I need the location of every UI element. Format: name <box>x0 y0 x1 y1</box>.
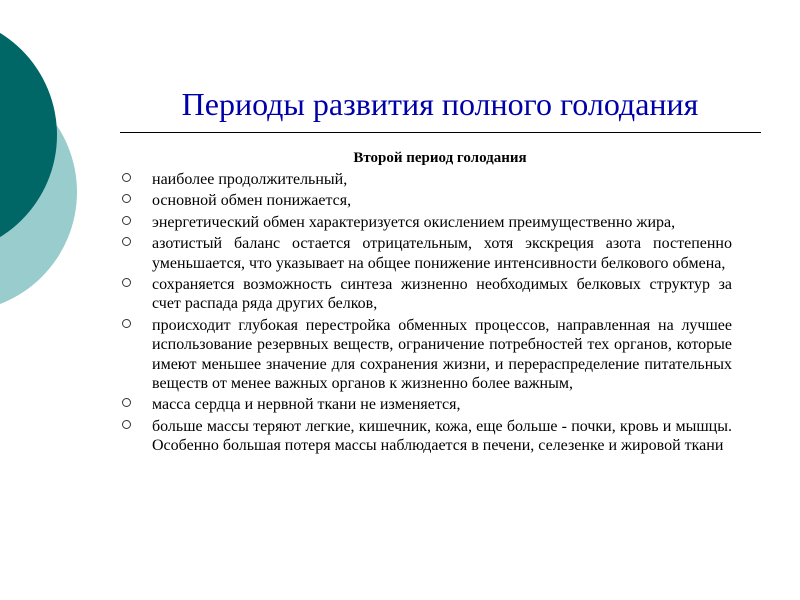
list-item <box>120 316 732 394</box>
bullet-text: происходит глубокая перестройка обменных процессов, направленная на лучшее использование резервных веществ, ограничение потребностей тех органов, которые имеют меньшее значение для сохранения жизни, и перераспределение питательных веществ от менее важных органов к жизненно более важным, <box>152 316 732 393</box>
circle-bullet-icon <box>122 319 131 328</box>
title-divider <box>120 132 761 133</box>
bullet-text: основной обмен понижается, <box>152 192 352 210</box>
circle-bullet-icon <box>122 194 131 203</box>
circle-bullet-icon <box>122 237 131 246</box>
list-item <box>120 417 732 456</box>
list-item <box>120 395 732 414</box>
list-item <box>120 234 732 273</box>
list-item <box>120 213 732 232</box>
circle-bullet-icon <box>122 216 131 225</box>
list-item <box>120 275 732 314</box>
bullet-text: масса сердца и нервной ткани не изменяется, <box>152 396 461 414</box>
bullet-text: сохраняется возможность синтеза жизненно необходимых белковых структур за счет распада ряда других белков, <box>152 276 732 313</box>
slide-title: Периоды развития полного голодания <box>181 86 699 122</box>
bullet-text: больше массы теряют легкие, кишечник, кожа, еще больше - почки, кровь и мышцы. Особенно большая потеря массы наблюдается в печени, селезенке и жировой ткани <box>152 417 732 455</box>
bullet-text: наиболее продолжительный, <box>152 171 348 188</box>
list-item <box>120 170 732 189</box>
circle-bullet-icon <box>122 398 131 407</box>
bullet-text: азотистый баланс остается отрицательным, хотя экскреция азота постепенно уменьшается, что указывает на общее понижение интенсивности белкового обмена, <box>152 235 732 272</box>
list-item <box>120 191 732 210</box>
bullet-text: энергетический обмен характеризуется окислением преимущественно жира, <box>152 213 676 231</box>
circle-bullet-icon <box>122 173 131 182</box>
circle-bullet-icon <box>122 420 131 429</box>
slide-subtitle: Второй период голодания <box>353 150 527 166</box>
circle-bullet-icon <box>122 278 131 287</box>
bullet-list <box>120 170 732 458</box>
